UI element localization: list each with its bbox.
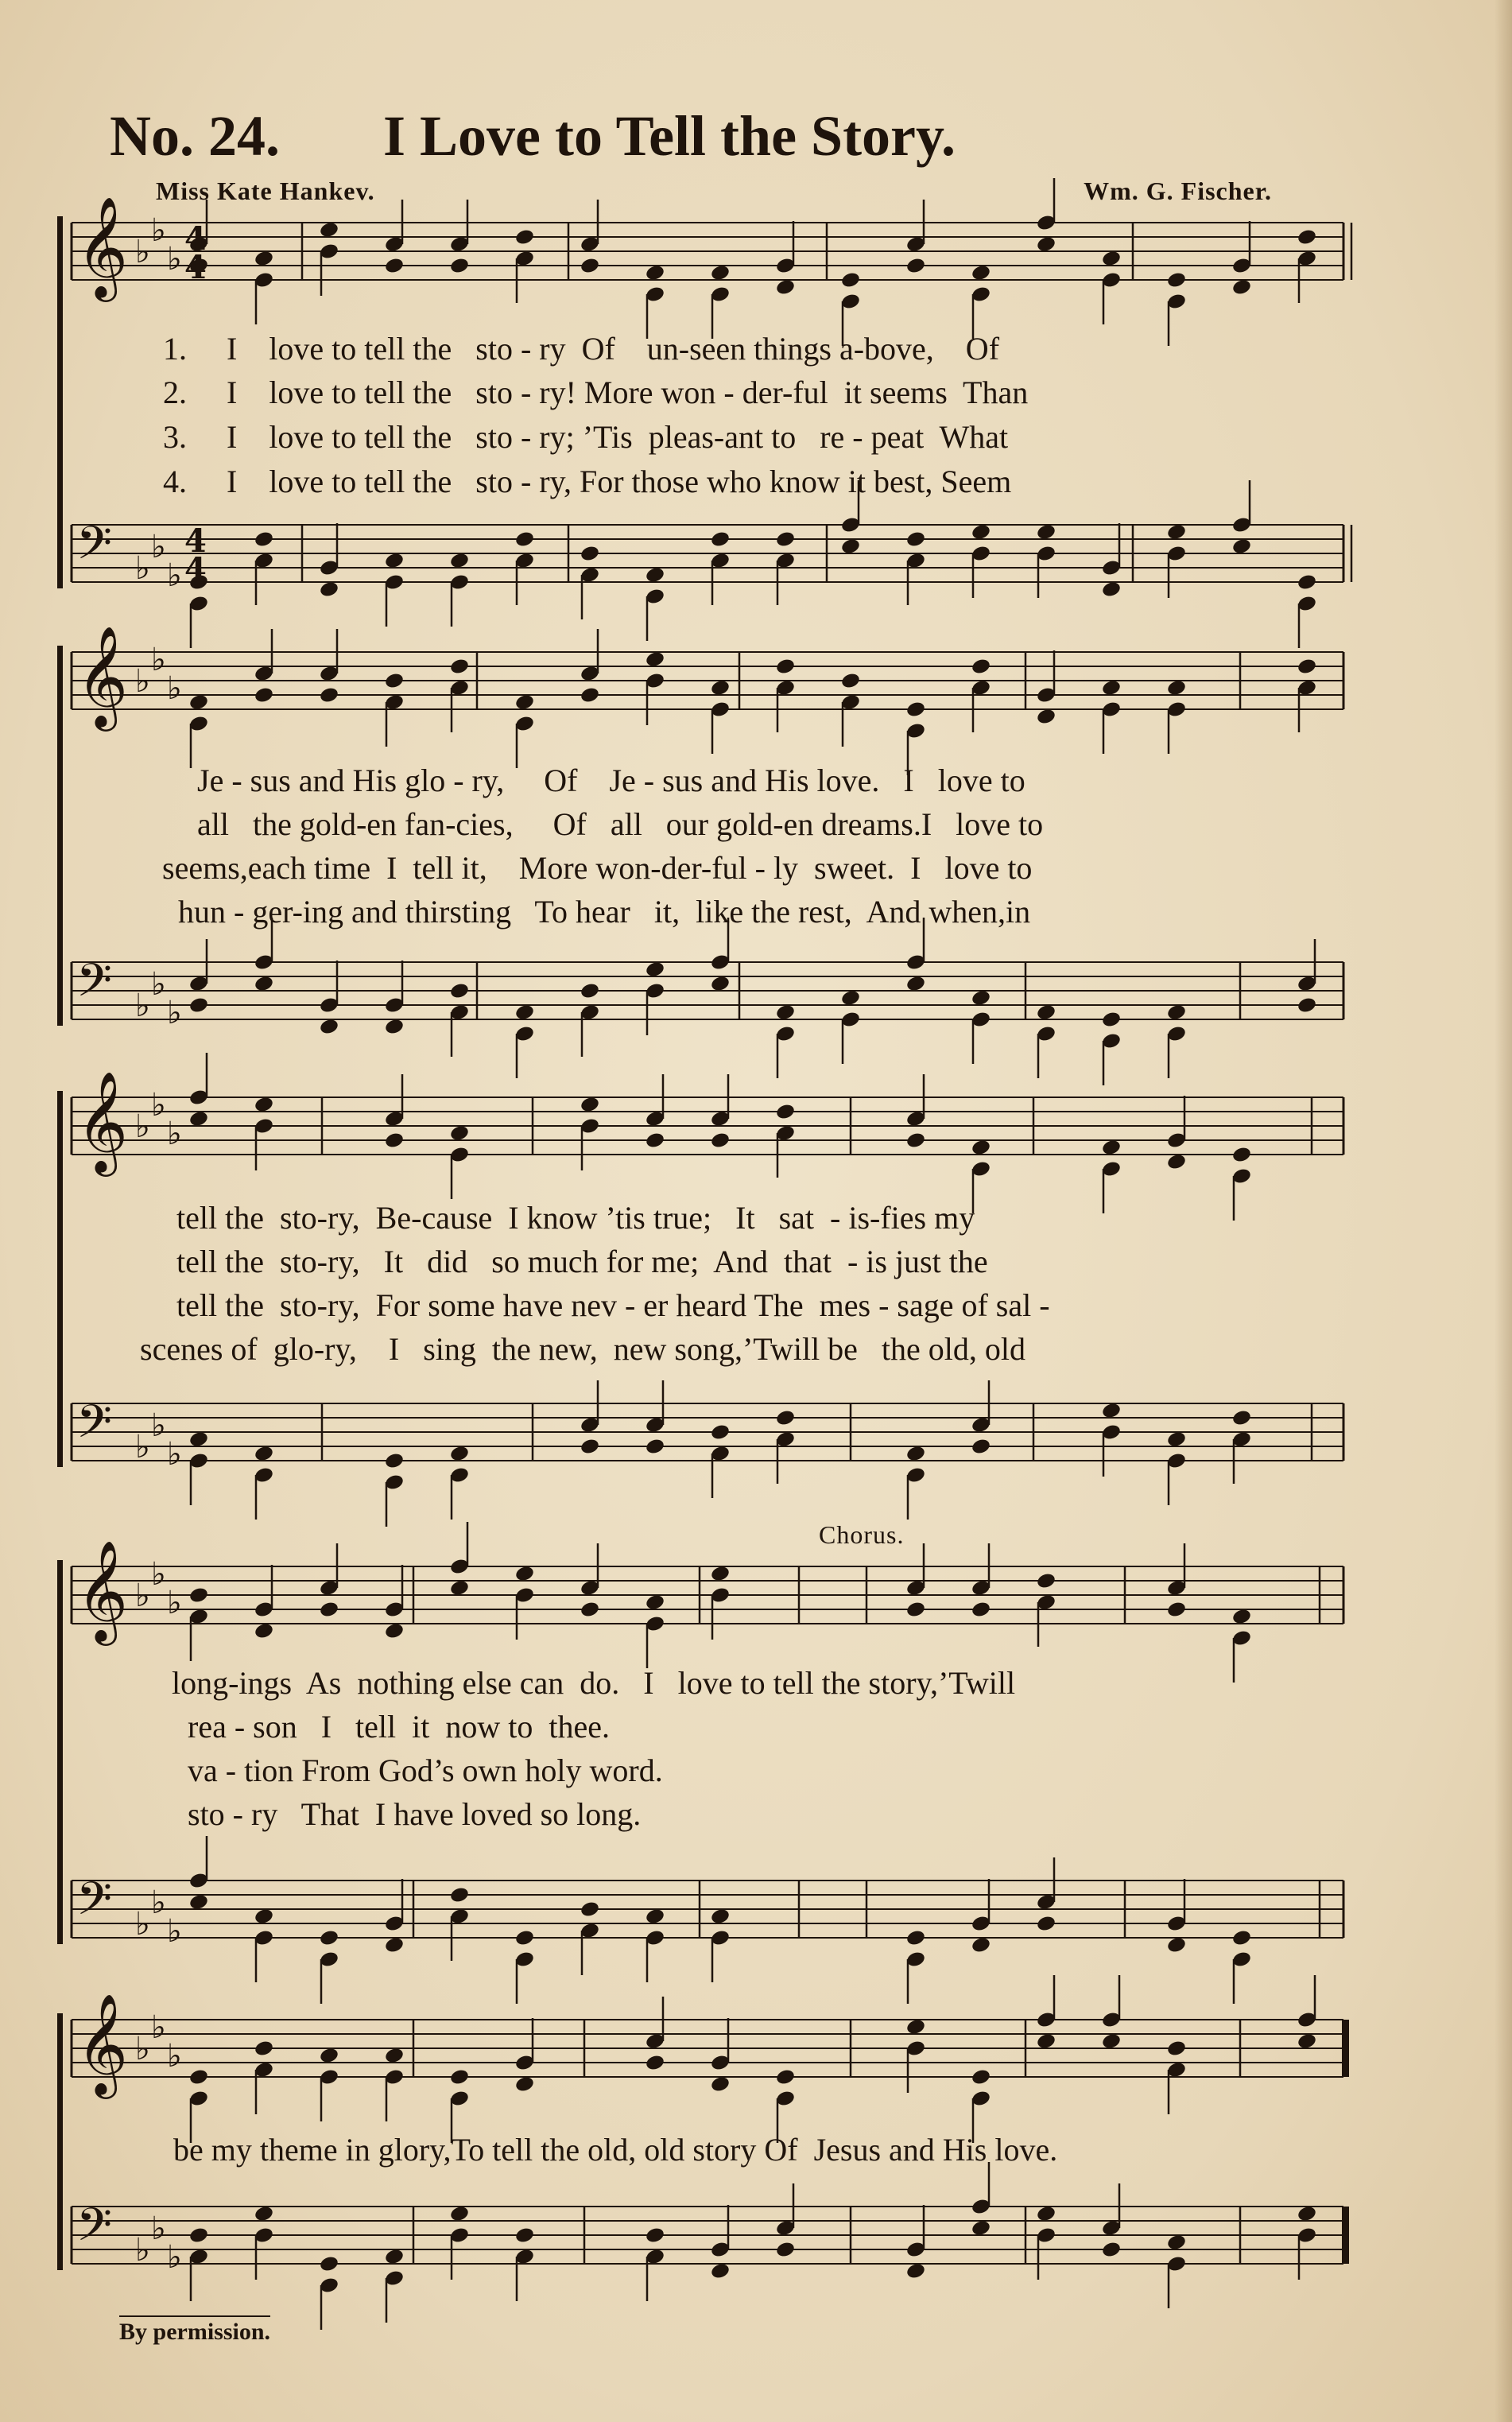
treble-clef-icon: 𝄞: [76, 625, 129, 727]
notehead: [971, 1936, 991, 1954]
notehead: [580, 1438, 600, 1456]
treble-clef-icon: 𝄞: [76, 196, 129, 297]
treble-clef-icon: 𝄞: [76, 1070, 129, 1172]
notehead: [1101, 250, 1122, 268]
notehead: [1166, 1003, 1187, 1022]
flat-icon: ♭: [167, 1913, 182, 1950]
flat-icon: ♭: [151, 1087, 166, 1124]
notehead: [645, 566, 665, 584]
notehead: [1036, 1003, 1056, 1022]
notehead: [1101, 679, 1122, 697]
notehead: [971, 989, 991, 1007]
composer-credit: Wm. G. Fischer.: [1084, 177, 1272, 205]
system-brace: [57, 216, 63, 588]
flat-icon: ♭: [151, 1407, 166, 1444]
notehead: [514, 693, 535, 712]
notehead: [449, 2068, 470, 2086]
notehead: [514, 1929, 535, 1947]
notehead: [449, 1445, 470, 1463]
notehead: [188, 1430, 209, 1449]
flat-icon: ♭: [167, 1436, 182, 1473]
notehead: [971, 2068, 991, 2086]
flat-icon: ♭: [135, 1578, 150, 1614]
notehead: [1166, 1153, 1187, 1171]
notehead: [384, 2047, 405, 2065]
notehead: [319, 580, 339, 599]
notehead: [1231, 1409, 1252, 1427]
final-barline: [1342, 2207, 1349, 2264]
notehead: [905, 1929, 926, 1947]
notehead: [645, 1438, 665, 1456]
notehead: [188, 2226, 209, 2245]
notehead: [580, 982, 600, 1000]
notehead: [971, 1139, 991, 1157]
notehead: [1036, 2032, 1056, 2051]
notehead: [645, 961, 665, 979]
notehead: [645, 264, 665, 282]
notehead: [188, 996, 209, 1015]
notehead: [1101, 2241, 1122, 2259]
notehead: [905, 1131, 926, 1150]
flat-icon: ♭: [135, 234, 150, 270]
notehead: [1166, 1936, 1187, 1954]
notehead: [384, 1936, 405, 1954]
system-brace: [57, 2013, 63, 2270]
notehead: [254, 686, 274, 704]
notehead: [1101, 2032, 1122, 2051]
lyric-line: tell the sto-ry, Be-cause I know ’tis true; It sat - is-fies my: [176, 1200, 975, 1236]
notehead: [905, 257, 926, 275]
flat-icon: ♭: [167, 995, 182, 1031]
notehead: [905, 975, 926, 993]
notehead: [710, 530, 731, 549]
notehead: [1297, 996, 1317, 1015]
flat-icon: ♭: [167, 670, 182, 707]
notehead: [1297, 2032, 1317, 2051]
lyric-line: long-ings As nothing else can do. I love to tell the story,’Twill: [172, 1665, 1016, 1701]
notehead: [1166, 1430, 1187, 1449]
notehead: [1101, 1139, 1122, 1157]
flat-icon: ♭: [135, 2232, 150, 2269]
system-brace: [57, 646, 63, 1026]
notehead: [905, 530, 926, 549]
notehead: [1166, 2234, 1187, 2252]
chorus-label: Chorus.: [819, 1520, 905, 1549]
notehead: [971, 264, 991, 282]
notehead: [1166, 679, 1187, 697]
notehead: [645, 650, 665, 669]
final-barline: [1342, 2020, 1349, 2077]
notehead: [449, 1579, 470, 1597]
notehead: [710, 2075, 731, 2094]
lyric-line: I love to tell the sto - ry, For those who know it best, Seem: [227, 464, 1012, 499]
lyric-line: tell the sto-ry, For some have nev - er heard The mes - sage of sal -: [176, 1287, 1050, 1323]
notehead: [254, 1096, 274, 1114]
notehead: [840, 271, 861, 289]
notehead: [971, 523, 991, 541]
lyric-line: scenes of glo-ry, I sing the new, new song,’Twill be the old, old: [140, 1331, 1026, 1367]
notehead: [1231, 278, 1252, 297]
notehead: [1231, 1929, 1252, 1947]
notehead: [449, 1886, 470, 1904]
time-signature-top: 4: [184, 220, 207, 258]
notehead: [775, 530, 796, 549]
notehead: [384, 257, 405, 275]
notehead: [1297, 573, 1317, 592]
flat-icon: ♭: [151, 529, 166, 565]
lyric-line: I love to tell the sto - ry; ’Tis pleas-ant to re - peat What: [227, 419, 1009, 455]
notehead: [580, 686, 600, 704]
hymn-number: No. 24.: [110, 104, 280, 168]
notehead: [1297, 658, 1317, 676]
bass-clef-icon: 𝄢: [76, 2198, 113, 2263]
notehead: [188, 2068, 209, 2086]
flat-icon: ♭: [151, 2009, 166, 2046]
notehead: [710, 679, 731, 697]
flat-icon: ♭: [151, 212, 166, 249]
notehead: [514, 1003, 535, 1022]
notehead: [514, 2075, 535, 2094]
flat-icon: ♭: [135, 988, 150, 1024]
notehead: [254, 1622, 274, 1640]
notehead: [384, 1452, 405, 1470]
lyricist-credit: Miss Kate Hankev.: [156, 177, 375, 205]
notehead: [188, 1110, 209, 1128]
notehead: [449, 257, 470, 275]
notehead: [580, 257, 600, 275]
lyric-line: hun - ger-ing and thirsting To hear it, like the rest, And when,in: [178, 894, 1031, 930]
notehead: [580, 1096, 600, 1114]
notehead: [580, 545, 600, 563]
flat-icon: ♭: [151, 2210, 166, 2247]
flat-icon: ♭: [151, 1884, 166, 1921]
notehead: [580, 1601, 600, 1619]
notehead: [971, 1438, 991, 1456]
bass-clef-icon: 𝄢: [76, 953, 113, 1019]
notehead: [645, 1131, 665, 1150]
notehead: [1166, 271, 1187, 289]
notehead: [254, 2205, 274, 2223]
notehead: [449, 552, 470, 570]
notehead: [384, 2248, 405, 2266]
notehead: [384, 552, 405, 570]
notehead: [1101, 580, 1122, 599]
bass-clef-icon: 𝄢: [76, 1872, 113, 1937]
flat-icon: ♭: [151, 1556, 166, 1593]
flat-icon: ♭: [135, 2031, 150, 2067]
treble-clef-icon: 𝄞: [76, 1539, 129, 1641]
time-signature-bottom: 4: [184, 551, 207, 588]
notehead: [1036, 2205, 1056, 2223]
notehead: [1036, 708, 1056, 726]
notehead: [319, 1601, 339, 1619]
bass-clef-icon: 𝄢: [76, 516, 113, 581]
notehead: [775, 1003, 796, 1022]
flat-icon: ♭: [135, 1429, 150, 1465]
flat-icon: ♭: [167, 1585, 182, 1621]
notehead: [645, 1593, 665, 1612]
notehead: [840, 672, 861, 690]
notehead: [775, 1409, 796, 1427]
notehead: [188, 1586, 209, 1605]
notehead: [1231, 538, 1252, 556]
bass-clef-icon: 𝄢: [76, 1395, 113, 1460]
lyric-line: sto - ry That I have loved so long.: [188, 1796, 642, 1832]
lyric-line: seems,each time I tell it, More won-der-ful - ly sweet. I love to: [162, 850, 1033, 886]
notehead: [775, 1103, 796, 1121]
notehead: [1166, 523, 1187, 541]
notehead: [710, 1565, 731, 1583]
notehead: [1166, 2040, 1187, 2058]
notehead: [710, 1908, 731, 1926]
notehead: [775, 2068, 796, 2086]
lyric-line: Je - sus and His glo - ry, Of Je - sus and His love. I love to: [197, 763, 1025, 798]
notehead: [645, 2054, 665, 2072]
notehead: [514, 530, 535, 549]
flat-icon: ♭: [167, 2239, 182, 2276]
flat-icon: ♭: [167, 2038, 182, 2075]
system-brace: [57, 1560, 63, 1944]
flat-icon: ♭: [167, 557, 182, 594]
notehead: [319, 1018, 339, 1036]
notehead: [319, 2047, 339, 2065]
verse-number: 3.: [163, 419, 187, 455]
verse-number: 1.: [163, 331, 187, 367]
notehead: [1036, 235, 1056, 254]
notehead: [1297, 228, 1317, 246]
notehead: [319, 2255, 339, 2273]
notehead: [254, 530, 274, 549]
notehead: [1231, 1146, 1252, 1164]
notehead: [971, 658, 991, 676]
notehead: [905, 701, 926, 719]
notehead: [710, 264, 731, 282]
flat-icon: ♭: [135, 663, 150, 700]
flat-icon: ♭: [167, 1116, 182, 1152]
verse-number: 2.: [163, 375, 187, 410]
flat-icon: ♭: [151, 966, 166, 1003]
hymn-title: I Love to Tell the Story.: [383, 104, 956, 168]
flat-icon: ♭: [151, 642, 166, 678]
notehead: [1036, 523, 1056, 541]
notehead: [840, 989, 861, 1007]
notehead: [384, 1622, 405, 1640]
notehead: [971, 1601, 991, 1619]
notehead: [1231, 1608, 1252, 1626]
system-brace: [57, 1091, 63, 1467]
notehead: [710, 1423, 731, 1442]
permission-notice: By permission.: [119, 2315, 270, 2346]
notehead: [254, 2040, 274, 2058]
notehead: [319, 221, 339, 239]
notehead: [905, 2018, 926, 2036]
notehead: [645, 1908, 665, 1926]
notehead: [1036, 1915, 1056, 1933]
notehead: [384, 672, 405, 690]
notehead: [449, 2205, 470, 2223]
notehead: [319, 686, 339, 704]
time-signature-bottom: 4: [184, 249, 207, 286]
notehead: [971, 2219, 991, 2238]
lyric-line: be my theme in glory,To tell the old, old story Of Jesus and His love.: [173, 2132, 1058, 2168]
notehead: [905, 1601, 926, 1619]
notehead: [449, 658, 470, 676]
notehead: [514, 1565, 535, 1583]
lyric-line: I love to tell the sto - ry! More won - der-ful it seems Than: [227, 375, 1029, 410]
verse-number: 4.: [163, 464, 187, 499]
notehead: [254, 1908, 274, 1926]
notehead: [254, 250, 274, 268]
notehead: [188, 1893, 209, 1912]
lyric-line: tell the sto-ry, It did so much for me; And that - is just the: [176, 1244, 988, 1279]
notehead: [775, 658, 796, 676]
notehead: [449, 1124, 470, 1143]
notehead: [188, 693, 209, 712]
notehead: [449, 982, 470, 1000]
notehead: [1036, 1572, 1056, 1590]
lyric-line: I love to tell the sto - ry Of un-seen things a-bove, Of: [227, 331, 1000, 367]
notehead: [775, 2241, 796, 2259]
lyric-line: all the gold-en fan-cies, Of all our gold-en dreams.I love to: [197, 806, 1044, 842]
notehead: [840, 538, 861, 556]
notehead: [645, 2226, 665, 2245]
flat-icon: ♭: [135, 1108, 150, 1145]
notehead: [580, 1900, 600, 1919]
notehead: [319, 1929, 339, 1947]
notehead: [710, 975, 731, 993]
notehead: [384, 1018, 405, 1036]
notehead: [254, 1445, 274, 1463]
lyric-line: rea - son I tell it now to thee.: [188, 1709, 610, 1745]
notehead: [1297, 2205, 1317, 2223]
notehead: [1101, 1402, 1122, 1420]
lyric-line: va - tion From God’s own holy word.: [188, 1752, 663, 1788]
notehead: [775, 278, 796, 297]
flat-icon: ♭: [135, 1906, 150, 1943]
notehead: [710, 2262, 731, 2280]
notehead: [1166, 1601, 1187, 1619]
notehead: [1101, 1011, 1122, 1029]
notehead: [905, 2262, 926, 2280]
time-signature-top: 4: [184, 522, 207, 560]
notehead: [254, 975, 274, 993]
flat-icon: ♭: [135, 550, 150, 587]
flat-icon: ♭: [167, 241, 182, 278]
notehead: [514, 2226, 535, 2245]
treble-clef-icon: 𝄞: [76, 1993, 129, 2094]
notehead: [514, 228, 535, 246]
notehead: [905, 1445, 926, 1463]
notehead: [710, 1131, 731, 1150]
notehead: [384, 1131, 405, 1150]
